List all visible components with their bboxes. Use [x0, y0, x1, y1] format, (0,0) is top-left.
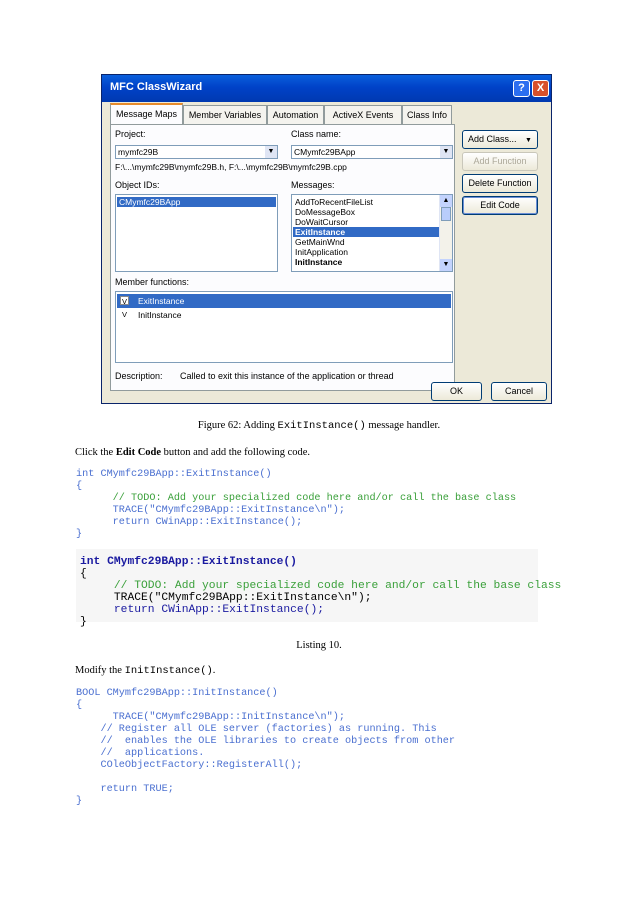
chevron-down-icon[interactable]: ▼	[265, 146, 277, 158]
list-item[interactable]: DoMessageBox	[295, 207, 356, 217]
project-combo[interactable]	[115, 145, 278, 159]
classname-combo[interactable]	[291, 145, 453, 159]
ok-button[interactable]: OK	[431, 382, 482, 401]
objectids-label: Object IDs:	[115, 180, 160, 190]
function-name: ExitInstance	[138, 296, 185, 306]
title-bar	[102, 75, 551, 102]
paragraph-text: button and add the following code.	[161, 447, 311, 458]
chevron-up-icon[interactable]: ▲	[440, 195, 452, 207]
list-item[interactable]: AddToRecentFileList	[295, 197, 373, 207]
delete-function-button[interactable]: Delete Function	[462, 174, 538, 193]
tab-class-info[interactable]: Class Info	[402, 105, 452, 125]
instruction-paragraph	[75, 447, 310, 458]
function-name: InitInstance	[138, 310, 182, 320]
chevron-down-icon: ▼	[525, 137, 532, 144]
classname-value: CMymfc29BApp	[294, 147, 356, 157]
list-item[interactable]: GetMainWnd	[295, 237, 345, 247]
code-line: int CMymfc29BApp::ExitInstance()	[76, 469, 272, 480]
list-item[interactable]: InitInstance	[295, 257, 343, 267]
code-line: {	[80, 568, 87, 580]
code-line: return CWinApp::ExitInstance();	[76, 517, 303, 528]
paragraph-bold: Edit Code	[115, 447, 162, 458]
list-item[interactable]: ExitInstance	[293, 227, 439, 237]
code-line: // Register all OLE server (factories) as running. This	[76, 724, 437, 735]
description-text: Called to exit this instance of the application or thread	[180, 371, 394, 381]
caption-text: message handler.	[365, 420, 441, 431]
add-class-button[interactable]	[462, 130, 538, 149]
classwizard-dialog	[101, 74, 552, 404]
listing-caption: Listing 10.	[296, 640, 342, 651]
figure-caption	[0, 420, 638, 432]
code-line: int CMymfc29BApp::ExitInstance()	[80, 556, 297, 568]
close-icon[interactable]: X	[532, 80, 549, 97]
add-class-label: Add Class...	[468, 134, 517, 144]
paragraph-text: Click the	[75, 447, 116, 458]
virtual-marker: V	[121, 297, 127, 306]
classname-label: Class name:	[291, 129, 342, 139]
code-line: return CWinApp::ExitInstance();	[80, 604, 325, 616]
list-item[interactable]	[117, 308, 451, 322]
code-comment: // TODO: Add your specialized code here and/or call the base class	[80, 580, 562, 592]
chevron-down-icon[interactable]: ▼	[440, 146, 452, 158]
virtual-marker: V	[121, 310, 127, 319]
code-line: return TRUE;	[76, 784, 174, 795]
edit-code-button[interactable]: Edit Code	[462, 196, 538, 215]
list-item[interactable]: DoWaitCursor	[295, 217, 349, 227]
add-function-button[interactable]: Add Function	[462, 152, 538, 171]
code-line: TRACE("CMymfc29BApp::InitInstance\n");	[76, 712, 345, 723]
code-line: COleObjectFactory::RegisterAll();	[76, 760, 303, 771]
code-screenshot	[76, 549, 562, 628]
code-line: }	[76, 796, 83, 807]
code-line: }	[76, 529, 83, 540]
modify-paragraph	[75, 665, 215, 677]
code-line: {	[76, 700, 83, 711]
dialog-title: MFC ClassWizard	[110, 81, 203, 93]
tab-activex-events[interactable]: ActiveX Events	[324, 105, 402, 125]
code-line: // applications.	[76, 748, 205, 759]
list-item[interactable]: InitApplication	[295, 247, 348, 257]
object-ids-list[interactable]	[115, 194, 278, 272]
code-line: TRACE("CMymfc29BApp::ExitInstance\n");	[80, 592, 372, 604]
project-label: Project:	[115, 129, 146, 139]
member-functions-list[interactable]	[115, 291, 453, 363]
memberfunctions-label: Member functions:	[115, 277, 190, 287]
code-line: }	[80, 616, 87, 628]
tab-member-variables[interactable]: Member Variables	[183, 105, 267, 125]
file-path: F:\...\mymfc29B\mymfc29B.h, F:\...\mymfc29B\mymfc29B.cpp	[115, 162, 347, 172]
messages-scrollbar[interactable]	[439, 195, 452, 271]
code-line: // enables the OLE libraries to create objects from other	[76, 736, 456, 747]
scroll-thumb[interactable]	[441, 207, 451, 221]
cancel-button[interactable]: Cancel	[491, 382, 547, 401]
messages-list[interactable]	[291, 194, 453, 272]
caption-code: ExitInstance()	[277, 420, 366, 432]
description-label: Description:	[115, 371, 163, 381]
paragraph-text: Modify the	[75, 665, 125, 676]
help-icon[interactable]: ?	[513, 80, 530, 97]
messages-label: Messages:	[291, 180, 335, 190]
caption-text: Figure 62: Adding	[197, 420, 278, 431]
paragraph-text: .	[212, 665, 216, 676]
message-maps-panel	[110, 124, 455, 391]
code-line: TRACE("CMymfc29BApp::ExitInstance\n");	[76, 505, 345, 516]
code-line: BOOL CMymfc29BApp::InitInstance()	[76, 688, 278, 699]
tab-message-maps[interactable]: Message Maps	[110, 103, 183, 125]
list-item[interactable]	[117, 294, 451, 308]
list-item[interactable]: CMymfc29BApp	[117, 197, 276, 207]
code-line: {	[76, 481, 83, 492]
tab-automation[interactable]: Automation	[267, 105, 324, 125]
project-value: mymfc29B	[118, 147, 159, 157]
chevron-down-icon[interactable]: ▼	[440, 259, 452, 271]
code-comment: // TODO: Add your specialized code here and/or call the base class	[76, 493, 517, 504]
paragraph-code: InitInstance()	[124, 665, 213, 677]
